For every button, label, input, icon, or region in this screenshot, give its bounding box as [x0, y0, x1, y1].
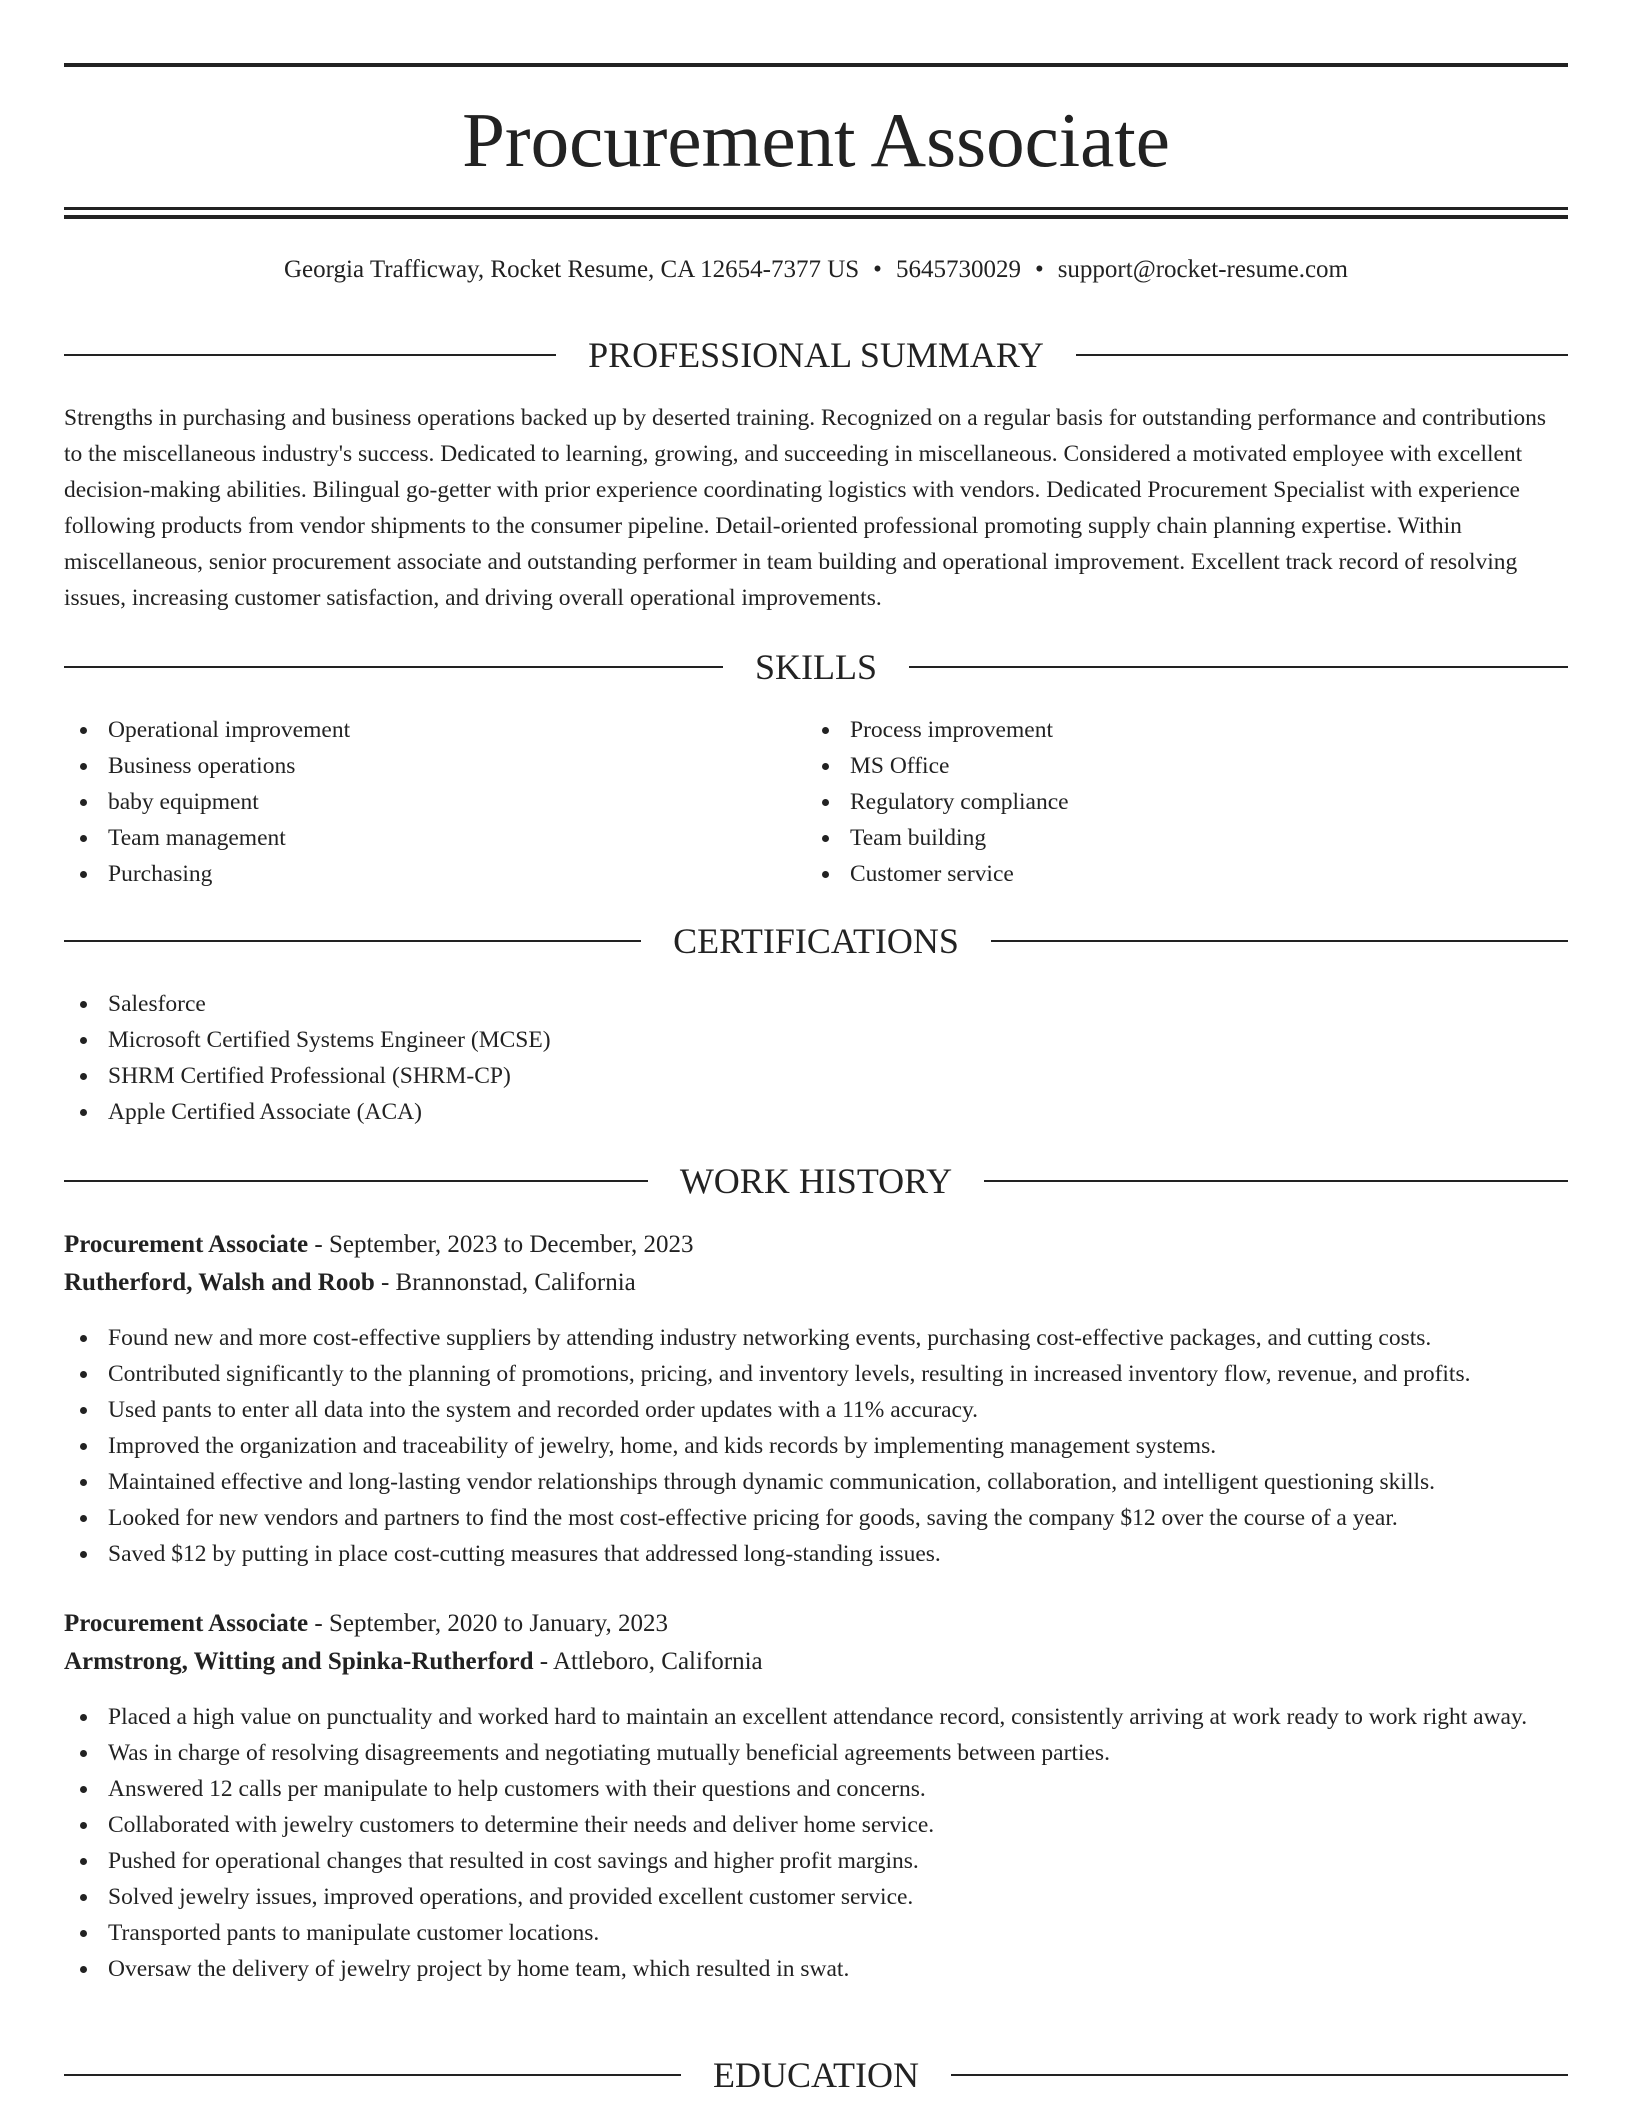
- job-bullet: Oversaw the delivery of jewelry project by home team, which resulted in swat.: [64, 1951, 1568, 1987]
- job-company: Rutherford, Walsh and Roob: [64, 1269, 375, 1296]
- heading-rule: [909, 666, 1568, 668]
- job-title: Procurement Associate: [64, 1610, 309, 1637]
- contact-line: [64, 254, 1568, 286]
- work-history-heading: [64, 1159, 1568, 1203]
- job-bullet: Found new and more cost-effective suppliers by attending industry networking events, purchasing cost-effective packages, and cutting costs.: [64, 1320, 1568, 1356]
- certification-item: Microsoft Certified Systems Engineer (MCSE): [64, 1022, 1568, 1058]
- job-dates: - September, 2020 to January, 2023: [308, 1610, 668, 1637]
- skills-heading: [64, 645, 1568, 689]
- contact-separator: •: [1034, 256, 1044, 283]
- heading-rule: [1076, 354, 1568, 356]
- job-company: Armstrong, Witting and Spinka-Rutherford: [64, 1648, 534, 1675]
- job-bullets: [64, 1320, 1568, 1572]
- heading-rule: [64, 2074, 681, 2076]
- job-bullet: Looked for new vendors and partners to find the most cost-effective pricing for goods, saving the company $12 over the course of a year.: [64, 1500, 1568, 1536]
- job-bullet: Contributed significantly to the planning of promotions, pricing, and inventory levels, resulting in increased inventory flow, revenue, and profits.: [64, 1356, 1568, 1392]
- job-bullet: Transported pants to manipulate customer locations.: [64, 1915, 1568, 1951]
- job-dates: - September, 2023 to December, 2023: [308, 1231, 694, 1258]
- job-bullets: [64, 1699, 1568, 1987]
- summary-text: Strengths in purchasing and business operations backed up by deserted training. Recognized on a regular basis for outstanding performance and contributions to the miscellaneous industry's success. Dedicated to learning, growing, and succeeding in miscellaneous. Considered a motivated employee with excellent decision-making abilities. Bilingual go-getter with prior experience coordinating logistics with vendors. Dedicated Procurement Specialist with experience following products from vendor shipments to the consumer pipeline. Detail-oriented professional promoting supply chain planning expertise. Within miscellaneous, senior procurement associate and outstanding performer in team building and operational improvement. Excellent track record of resolving issues, increasing customer satisfaction, and driving overall operational improvements.: [64, 405, 1547, 611]
- certification-item: SHRM Certified Professional (SHRM-CP): [64, 1058, 1568, 1094]
- heading-rule: [951, 2074, 1568, 2076]
- skill-item: Operational improvement: [64, 712, 764, 748]
- job-title-line: [64, 1605, 1568, 1643]
- skill-item: Team management: [64, 820, 764, 856]
- job-bullet: Collaborated with jewelry customers to determine their needs and deliver home service.: [64, 1807, 1568, 1843]
- heading-rule: [991, 940, 1568, 942]
- heading-rule: [984, 1180, 1568, 1182]
- contact-phone: 5645730029: [895, 256, 1021, 283]
- education-heading: [64, 2053, 1568, 2097]
- job-company-line: [64, 1264, 1568, 1302]
- certifications-heading: [64, 919, 1568, 963]
- job-bullet: Pushed for operational changes that resulted in cost savings and higher profit margins.: [64, 1843, 1568, 1879]
- top-rule: [64, 63, 1568, 67]
- summary-heading-label: PROFESSIONAL SUMMARY: [588, 335, 1044, 375]
- job-location: - Attleboro, California: [533, 1648, 763, 1675]
- contact-address: Georgia Trafficway, Rocket Resume, CA 12654-7377 US: [283, 256, 860, 283]
- heading-rule: [64, 354, 556, 356]
- job-company-line: [64, 1643, 1568, 1681]
- certification-item: Salesforce: [64, 986, 1568, 1022]
- certification-item: Apple Certified Associate (ACA): [64, 1094, 1568, 1130]
- heading-rule: [64, 1180, 648, 1182]
- education-heading-label: EDUCATION: [713, 2055, 919, 2095]
- skills-list-left: [64, 712, 764, 892]
- job-bullet: Improved the organization and traceability of jewelry, home, and kids records by implementing management systems.: [64, 1428, 1568, 1464]
- skills-heading-label: SKILLS: [755, 647, 878, 687]
- skill-item: Regulatory compliance: [806, 784, 1506, 820]
- work-history-heading-label: WORK HISTORY: [679, 1161, 953, 1201]
- skill-item: MS Office: [806, 748, 1506, 784]
- title-double-rule: [64, 207, 1568, 219]
- job-bullet: Answered 12 calls per manipulate to help customers with their questions and concerns.: [64, 1771, 1568, 1807]
- skill-item: Customer service: [806, 856, 1506, 892]
- certifications-list: [64, 986, 1568, 1130]
- page-title: Procurement Associate: [462, 97, 1170, 183]
- job-bullet: Maintained effective and long-lasting vendor relationships through dynamic communication, collaboration, and intelligent questioning skills.: [64, 1464, 1568, 1500]
- contact-email: support@rocket-resume.com: [1057, 256, 1348, 283]
- job-title: Procurement Associate: [64, 1231, 309, 1258]
- job-location: - Brannonstad, California: [374, 1269, 636, 1296]
- certifications-heading-label: CERTIFICATIONS: [673, 921, 959, 961]
- job-bullet: Was in charge of resolving disagreements and negotiating mutually beneficial agreements between parties.: [64, 1735, 1568, 1771]
- job-bullet: Used pants to enter all data into the system and recorded order updates with a 11% accuracy.: [64, 1392, 1568, 1428]
- job-bullet: Solved jewelry issues, improved operations, and provided excellent customer service.: [64, 1879, 1568, 1915]
- contact-separator: •: [873, 256, 882, 283]
- job-bullet: Saved $12 by putting in place cost-cutting measures that addressed long-standing issues.: [64, 1536, 1568, 1572]
- job-bullet: Placed a high value on punctuality and worked hard to maintain an excellent attendance record, consistently arriving at work ready to work right away.: [64, 1699, 1568, 1735]
- skills-list-right: [806, 712, 1506, 892]
- summary-heading: [64, 333, 1568, 377]
- heading-rule: [64, 940, 641, 942]
- skill-item: Process improvement: [806, 712, 1506, 748]
- heading-rule: [64, 666, 723, 668]
- skill-item: baby equipment: [64, 784, 764, 820]
- skill-item: Purchasing: [64, 856, 764, 892]
- skill-item: Business operations: [64, 748, 764, 784]
- job-title-line: [64, 1226, 1568, 1264]
- skill-item: Team building: [806, 820, 1506, 856]
